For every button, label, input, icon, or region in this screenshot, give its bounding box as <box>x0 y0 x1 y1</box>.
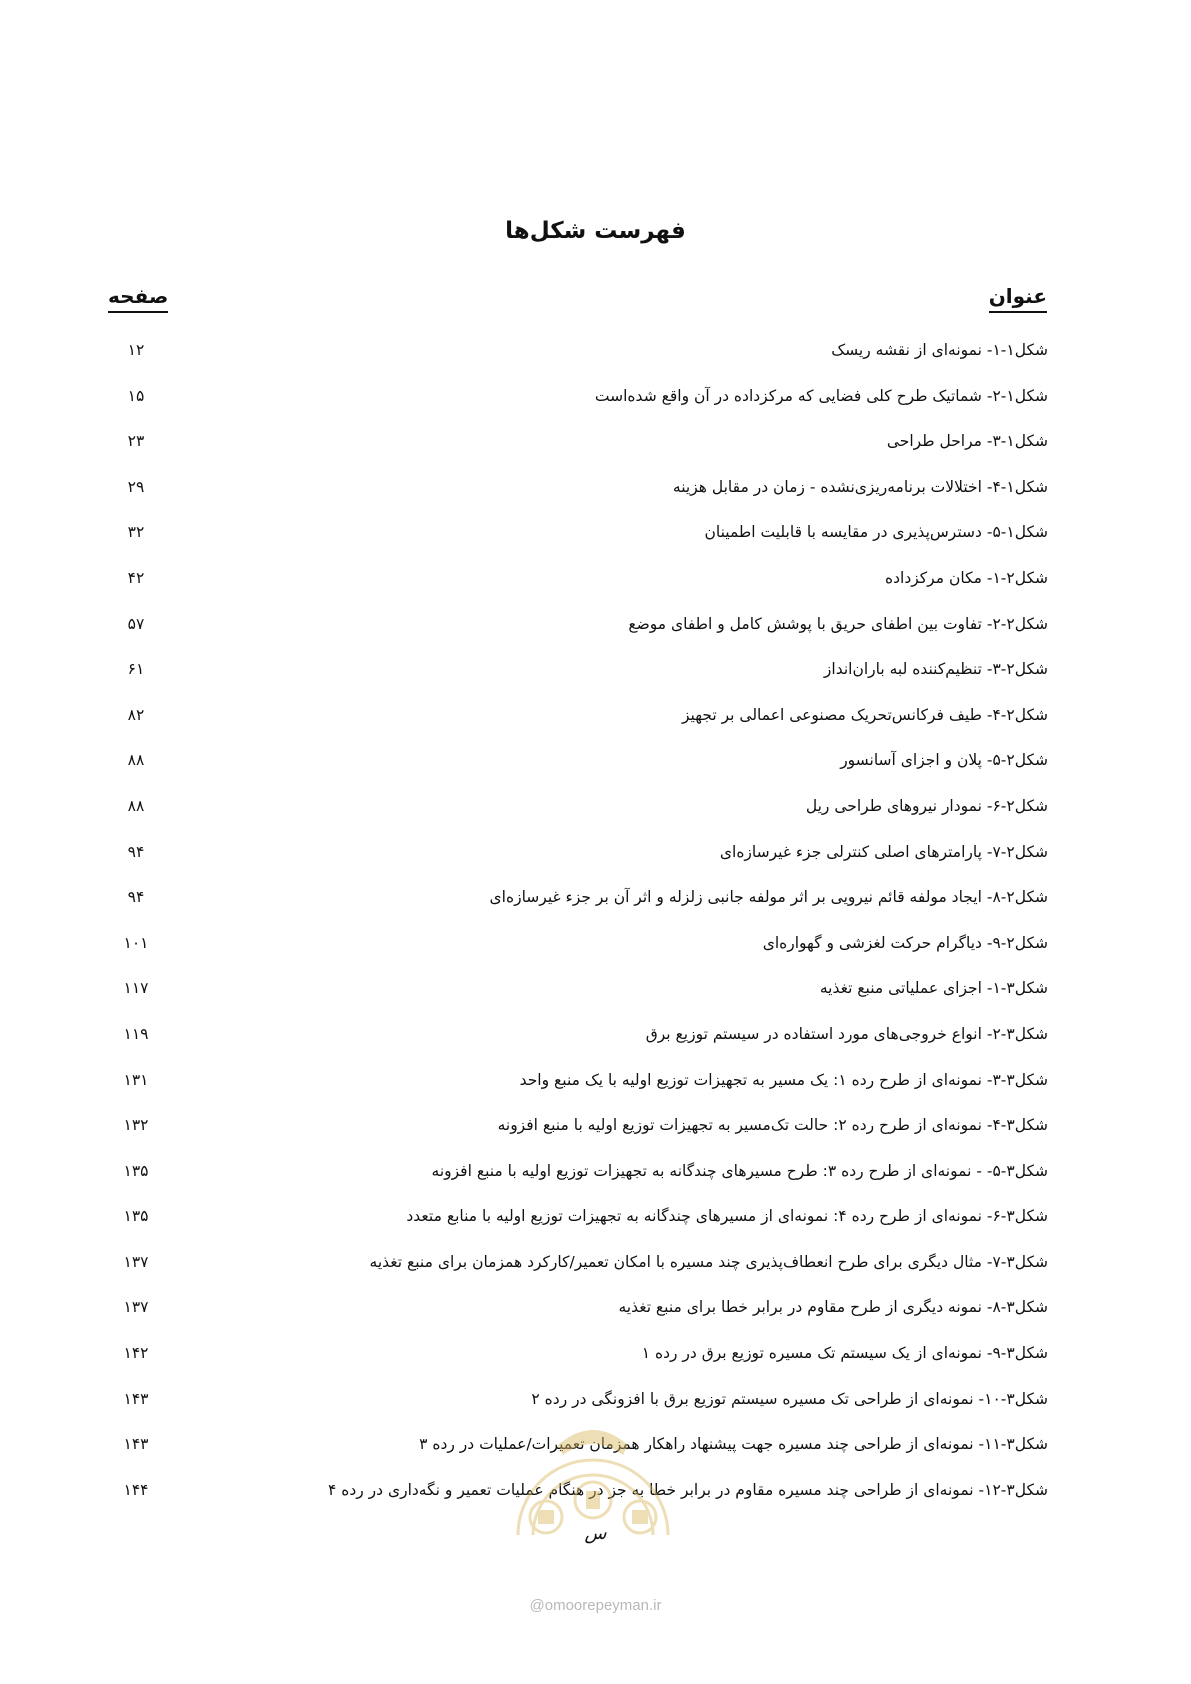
page-number: س <box>584 1523 607 1544</box>
toc-entry-title: شکل۲-۹- دیاگرام حرکت لغزشی و گهواره‌ای <box>762 933 1048 952</box>
toc-row <box>108 702 1048 748</box>
toc-entry-page: ۱۱۷ <box>123 979 149 998</box>
toc-entry-page: ۱۳۵ <box>123 1207 149 1226</box>
toc-entry-page: ۸۸ <box>127 796 145 815</box>
page-title: فهرست شکل‌ها <box>505 218 686 244</box>
toc-row <box>108 1340 1048 1386</box>
toc-entry-page: ۱۲ <box>127 341 145 359</box>
toc-entry-title: شکل۳-۲- انواع خروجی‌های مورد استفاده در سیستم توزیع برق <box>645 1024 1048 1043</box>
toc-row <box>108 565 1048 611</box>
toc-row <box>108 611 1048 657</box>
toc-entry-title: شکل۲-۲- تفاوت بین اطفای حریق با پوشش کامل و اطفای موضع <box>628 614 1048 633</box>
toc-entry-page: ۱۴۳ <box>123 1435 149 1454</box>
toc-entry-title: شکل۱-۱- نمونه‌ای از نقشه ریسک <box>831 341 1048 359</box>
toc-entry-title: شکل۲-۱- مکان مرکزداده <box>885 568 1048 587</box>
toc-entry-page: ۸۸ <box>127 751 145 770</box>
toc-entry-title: شکل۲-۷- پارامترهای اصلی کنترلی جزء غیرسازه‌ای <box>719 842 1048 861</box>
toc-row <box>108 793 1048 839</box>
toc-entry-page: ۱۴۲ <box>123 1344 149 1363</box>
toc-entry-page: ۳۲ <box>127 523 145 542</box>
toc-entry-title: شکل۳-۱۰- نمونه‌ای از طراحی تک مسیره سیستم توزیع برق با افزونگی در رده ۲ <box>531 1389 1048 1408</box>
toc-entry-title: شکل۲-۸- ایجاد مولفه قائم نیرویی بر اثر مولفه جانبی زلزله و اثر آن بر جزء غیرسازه‌ای <box>489 888 1048 907</box>
toc-entry-page: ۱۳۱ <box>123 1070 149 1089</box>
toc-entry-page: ۶۱ <box>127 660 145 679</box>
toc-row <box>108 1294 1048 1340</box>
toc-row <box>108 1021 1048 1067</box>
toc-row <box>108 1067 1048 1113</box>
toc-entry-title: شکل۳-۳- نمونه‌ای از طرح رده ۱: یک مسیر به تجهیزات توزیع اولیه با یک منبع واحد <box>519 1070 1048 1089</box>
toc-entry-page: ۱۳۵ <box>123 1161 149 1180</box>
toc-row <box>108 519 1048 565</box>
toc-row <box>108 747 1048 793</box>
toc-entry-title: شکل۳-۷- مثال دیگری برای طرح انعطاف‌پذیری چند مسیره با امکان تعمیر/کارکرد همزمان برای منبع تغذیه <box>369 1252 1048 1271</box>
toc-entry-page: ۱۴۴ <box>123 1480 149 1499</box>
toc-entry-page: ۲۳ <box>127 432 145 451</box>
toc-entry-page: ۴۲ <box>127 568 145 587</box>
toc-entry-title: شکل۲-۶- نمودار نیروهای طراحی ریل <box>805 796 1048 815</box>
toc-row <box>108 428 1048 474</box>
toc-entry-title: شکل۱-۲- شماتیک طرح کلی فضایی که مرکزداده در آن واقع شده‌است <box>594 386 1048 405</box>
toc-entry-page: ۲۹ <box>127 477 145 496</box>
toc-entry-title: شکل۱-۴- اختلالات برنامه‌ریزی‌نشده - زمان در مقابل هزینه <box>672 477 1048 496</box>
toc-entry-title: شکل۳-۴- نمونه‌ای از طرح رده ۲: حالت تک‌مسیر به تجهیزات توزیع اولیه با منبع افزونه <box>497 1116 1048 1135</box>
toc-row <box>108 930 1048 976</box>
toc-entry-title: شکل۳-۱- اجزای عملیاتی منبع تغذیه <box>819 979 1048 998</box>
column-header-title: عنوان <box>989 283 1047 313</box>
column-header-page: صفحه <box>108 283 168 313</box>
figure-list <box>108 337 1048 1522</box>
toc-entry-title: شکل۲-۵- پلان و اجزای آسانسور <box>840 751 1048 770</box>
toc-entry-page: ۱۴۳ <box>123 1389 149 1408</box>
toc-row <box>108 474 1048 520</box>
toc-row <box>108 656 1048 702</box>
toc-entry-page: ۱۳۷ <box>123 1252 149 1271</box>
toc-entry-page: ۹۴ <box>127 888 145 907</box>
toc-row <box>108 337 1048 383</box>
toc-entry-page: ۵۷ <box>127 614 145 633</box>
toc-row <box>108 1203 1048 1249</box>
toc-row <box>108 839 1048 885</box>
toc-entry-page: ۱۵ <box>127 386 145 405</box>
toc-row <box>108 1158 1048 1204</box>
toc-entry-title: شکل۱-۳- مراحل طراحی <box>886 432 1048 451</box>
toc-row <box>108 884 1048 930</box>
toc-entry-title: شکل۳-۱۲- نمونه‌ای از طراحی چند مسیره مقاوم در برابر خطا به جز در هنگام عملیات تعمیر و نگه‌داری در رده ۴ <box>327 1480 1048 1499</box>
toc-entry-page: ۱۳۷ <box>123 1298 149 1317</box>
toc-entry-page: ۹۴ <box>127 842 145 861</box>
toc-entry-title: شکل۳-۶- نمونه‌ای از طرح رده ۴: نمونه‌ای از مسیرهای چندگانه به تجهیزات توزیع اولیه با منابع متعدد <box>406 1207 1048 1226</box>
toc-entry-page: ۸۲ <box>127 705 145 724</box>
watermark-url: @omoorepeyman.ir <box>529 1597 662 1614</box>
toc-row <box>108 383 1048 429</box>
toc-entry-title: شکل۳-۵- - نمونه‌ای از طرح رده ۳: طرح مسیرهای چندگانه به تجهیزات توزیع اولیه با منبع افزونه <box>431 1161 1048 1180</box>
toc-entry-title: شکل۲-۴- طیف فرکانس‌تحریک مصنوعی اعمالی بر تجهیز <box>682 705 1048 724</box>
toc-entry-title: شکل۱-۵- دسترس‌پذیری در مقایسه با قابلیت اطمینان <box>704 523 1048 542</box>
toc-entry-title: شکل۲-۳- تنظیم‌کننده لبه باران‌انداز <box>823 660 1048 679</box>
toc-row <box>108 975 1048 1021</box>
toc-entry-title: شکل۳-۱۱- نمونه‌ای از طراحی چند مسیره جهت پیشنهاد راهکار همزمان تعمیرات/عملیات در رده ۳ <box>419 1435 1048 1454</box>
toc-entry-page: ۱۰۱ <box>123 933 149 952</box>
toc-entry-page: ۱۳۲ <box>123 1116 149 1135</box>
toc-entry-title: شکل۳-۸- نمونه دیگری از طرح مقاوم در برابر خطا برای منبع تغذیه <box>618 1298 1048 1317</box>
toc-row <box>108 1249 1048 1295</box>
toc-row <box>108 1112 1048 1158</box>
toc-entry-title: شکل۳-۹- نمونه‌ای از یک سیستم تک مسیره توزیع برق در رده ۱ <box>641 1344 1048 1363</box>
toc-entry-page: ۱۱۹ <box>123 1024 149 1043</box>
